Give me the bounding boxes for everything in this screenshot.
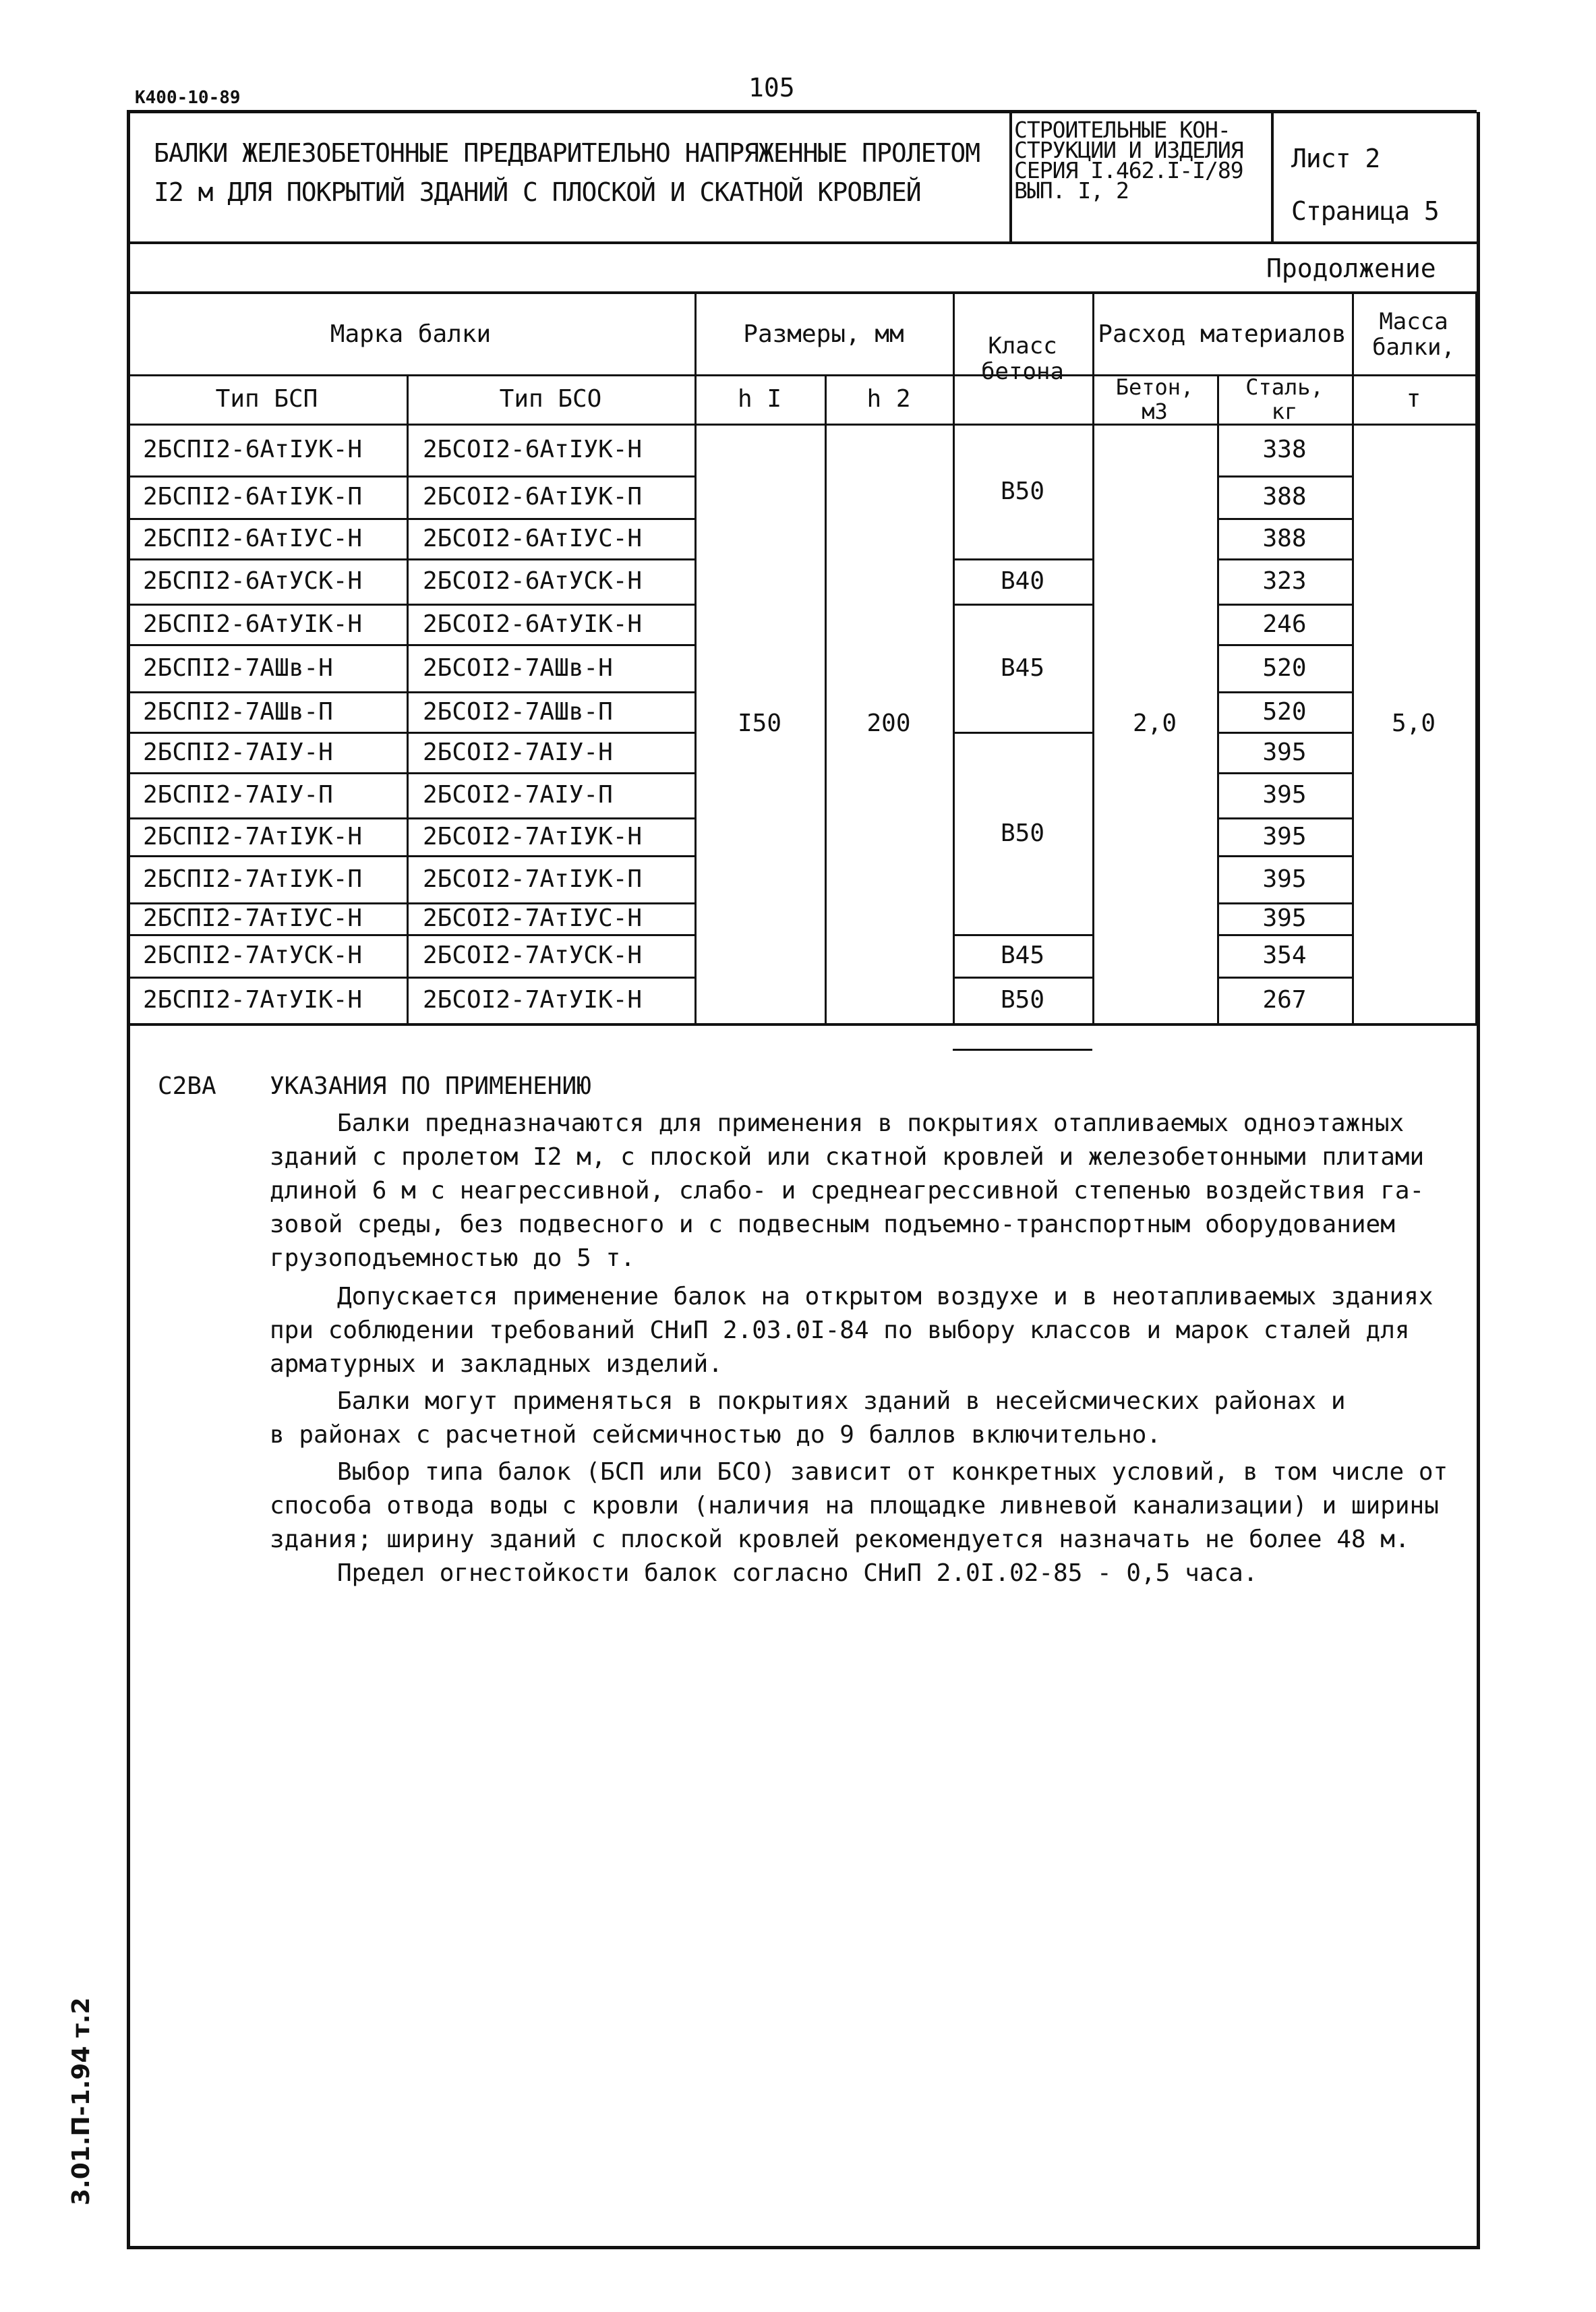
- side-code: 3.01.П-1.94 т.2: [67, 1997, 95, 2205]
- cell-steel: 267: [1262, 986, 1307, 1014]
- cell-bso: 2БСОI2-7АШв-П: [423, 697, 613, 726]
- title-line-2: I2 м ДЛЯ ПОКРЫТИЙ ЗДАНИЙ С ПЛОСКОЙ И СКАТНОЙ КРОВЛЕЙ: [154, 177, 921, 207]
- table-grid-line: [1475, 294, 1478, 1023]
- cell-steel: 520: [1262, 654, 1307, 682]
- cell-steel: 395: [1262, 781, 1307, 809]
- table-grid-line: [953, 1049, 1092, 1051]
- cell-bso: 2БСОI2-7АтIУК-П: [423, 865, 643, 893]
- cell-bso: 2БСОI2-7АШв-Н: [423, 654, 613, 682]
- cell-bsp: 2БСПI2-7АIУ-П: [143, 781, 333, 809]
- page-number: 105: [748, 73, 795, 103]
- header-mark: Марка балки: [330, 320, 492, 348]
- cell-bsp: 2БСПI2-7АтУСК-Н: [143, 942, 363, 969]
- series-block: [1014, 117, 1243, 204]
- header-top-line: [127, 110, 1477, 113]
- header-steel: Сталь, кг: [1245, 374, 1324, 424]
- cell-bso: 2БСОI2-7АтУСК-Н: [423, 942, 643, 969]
- title-line-1: БАЛКИ ЖЕЛЕЗОБЕТОННЫЕ ПРЕДВАРИТЕЛЬНО НАПРЯЖЕННЫЕ ПРОЛЕТОМ: [154, 138, 980, 168]
- header-mass-unit: т: [1406, 385, 1421, 413]
- cell-bso: 2БСОI2-7АIУ-П: [423, 781, 613, 809]
- cell-h2-value: 200: [866, 710, 911, 737]
- cell-steel: 388: [1262, 483, 1307, 511]
- cell-steel: 395: [1262, 865, 1307, 893]
- cell-concrete-class: В45: [1000, 942, 1045, 969]
- section-code: С2ВА: [158, 1072, 216, 1100]
- page-label: Страница 5: [1291, 196, 1439, 226]
- cell-bsp: 2БСПI2-7АтIУК-П: [143, 865, 363, 893]
- cell-bsp: 2БСПI2-7АтУIК-Н: [143, 986, 363, 1014]
- cell-bsp: 2БСПI2-6АтУСК-Н: [143, 567, 363, 595]
- section-line: зовой среды, без подвесного и с подвесным подъемно-транспортным оборудованием: [270, 1211, 1395, 1238]
- series-line-1: СТРОИТЕЛЬНЫЕ КОН-: [1014, 117, 1231, 143]
- table-grid-line: [127, 1023, 1477, 1026]
- header-bottom-line: [127, 241, 1477, 244]
- cell-bso: 2БСОI2-6АтIУС-Н: [423, 524, 643, 552]
- header-concrete-class: Класс бетона: [981, 333, 1064, 385]
- header-type-bso: Тип БСО: [499, 385, 602, 413]
- section-title: УКАЗАНИЯ ПО ПРИМЕНЕНИЮ: [270, 1072, 591, 1100]
- cell-steel: 395: [1262, 822, 1307, 850]
- cell-bsp: 2БСПI2-6АтУIК-Н: [143, 610, 363, 638]
- cell-bsp: 2БСПI2-7АШв-Н: [143, 654, 333, 682]
- header-dimensions: Размеры, мм: [743, 320, 904, 348]
- sheet-block: [1291, 132, 1439, 237]
- header-h2: h 2: [866, 385, 911, 413]
- section-line: при соблюдении требований СНиП 2.03.0I-84 по выбору классов и марок сталей для: [270, 1317, 1410, 1344]
- header-mass: Масса балки,: [1372, 308, 1455, 361]
- section-line: арматурных и закладных изделий.: [270, 1350, 723, 1378]
- cell-steel: 395: [1262, 738, 1307, 766]
- sheet-label: Лист 2: [1291, 144, 1380, 173]
- section-line: Балки могут применяться в покрытиях зданий в несейсмических районах и: [337, 1387, 1346, 1415]
- cell-bso: 2БСОI2-7АтIУК-Н: [423, 822, 643, 850]
- cell-bsp: 2БСПI2-7АтIУС-Н: [143, 904, 363, 932]
- section-line: в районах с расчетной сейсмичностью до 9 баллов включительно.: [270, 1421, 1162, 1449]
- cell-bso: 2БСОI2-6АтУСК-Н: [423, 567, 643, 595]
- cell-concrete-class: В45: [1000, 654, 1045, 682]
- cell-bso: 2БСОI2-6АтУIК-Н: [423, 610, 643, 638]
- section-line: здания; ширину зданий с плоской кровлей рекомендуется назначать не более 48 м.: [270, 1526, 1410, 1553]
- cell-mass: 5,0: [1391, 710, 1436, 737]
- cell-steel: 338: [1262, 436, 1307, 463]
- series-line-3: СЕРИЯ I.462.I-I/89: [1014, 157, 1243, 183]
- cell-concrete-class: В50: [1000, 477, 1045, 505]
- section-line: Выбор типа балок (БСП или БСО) зависит от конкретных условий, в том числе от: [337, 1458, 1448, 1486]
- section-line: зданий с пролетом I2 м, с плоской или скатной кровлей и железобетонными плитами: [270, 1143, 1425, 1171]
- cell-steel: 388: [1262, 524, 1307, 552]
- cell-bso: 2БСОI2-7АтIУС-Н: [423, 904, 643, 932]
- cell-bsp: 2БСПI2-7АШв-П: [143, 697, 333, 726]
- cell-concrete-class: В50: [1000, 819, 1045, 847]
- cell-steel: 395: [1262, 904, 1307, 932]
- series-line-2: СТРУКЦИИ И ИЗДЕЛИЯ: [1014, 137, 1243, 163]
- cell-bso: 2БСОI2-6АтIУК-Н: [423, 436, 643, 463]
- header-divider-2: [1271, 110, 1274, 243]
- cell-bso: 2БСОI2-7АIУ-Н: [423, 738, 613, 766]
- section-line: способа отвода воды с кровли (наличия на площадке ливневой канализации) и ширины: [270, 1492, 1439, 1520]
- header-materials: Расход материалов: [1098, 320, 1347, 348]
- section-line: Предел огнестойкости балок согласно СНиП 2.0I.02-85 - 0,5 часа.: [337, 1559, 1258, 1587]
- cell-bso: 2БСОI2-6АтIУК-П: [423, 483, 643, 511]
- section-line: Балки предназначаются для применения в покрытиях отапливаемых одноэтажных: [337, 1109, 1405, 1137]
- cell-steel: 323: [1262, 567, 1307, 595]
- cell-steel: 354: [1262, 942, 1307, 969]
- cell-steel: 246: [1262, 610, 1307, 638]
- cell-steel: 520: [1262, 697, 1307, 726]
- document-title: [154, 134, 980, 212]
- cell-concrete-class: В40: [1000, 567, 1045, 595]
- section-line: длиной 6 м с неагрессивной, слабо- и среднеагрессивной степенью воздействия га-: [270, 1177, 1425, 1205]
- cell-bsp: 2БСПI2-7АтIУК-Н: [143, 822, 363, 850]
- header-concrete-volume: Бетон, м3: [1115, 374, 1194, 424]
- document-code: К400-10-89: [135, 88, 241, 108]
- cell-concrete-class: В50: [1000, 986, 1045, 1014]
- cell-bsp: 2БСПI2-7АIУ-Н: [143, 738, 333, 766]
- header-h1: h I: [737, 385, 782, 413]
- cell-bsp: 2БСПI2-6АтIУК-П: [143, 483, 363, 511]
- series-line-4: ВЫП. I, 2: [1014, 177, 1129, 204]
- section-line: Допускается применение балок на открытом воздухе и в неотапливаемых зданиях: [337, 1283, 1434, 1310]
- section-line: грузоподъемностью до 5 т.: [270, 1244, 635, 1272]
- header-type-bsp: Тип БСП: [215, 385, 318, 413]
- cell-concrete-volume: 2,0: [1132, 710, 1177, 737]
- continuation-label: Продолжение: [1266, 254, 1436, 283]
- cell-h1-value: I50: [737, 710, 782, 737]
- cell-bsp: 2БСПI2-6АтIУК-Н: [143, 436, 363, 463]
- cell-bso: 2БСОI2-7АтУIК-Н: [423, 986, 643, 1014]
- header-divider-1: [1009, 110, 1012, 243]
- cell-bsp: 2БСПI2-6АтIУС-Н: [143, 524, 363, 552]
